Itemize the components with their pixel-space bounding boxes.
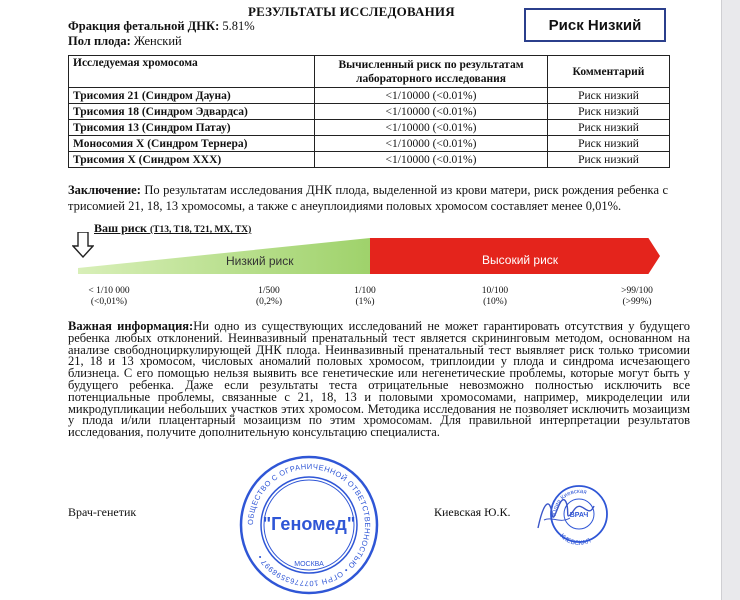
stamp-city-text: МОСКВА [294,561,324,568]
table-header-row [69,56,670,88]
risk-summary-box: Риск Низкий [524,8,666,42]
table-row [69,136,670,152]
low-risk-segment [78,238,370,274]
fetal-fraction-value: 5.81% [222,19,255,33]
table-row [69,120,670,136]
conclusion-paragraph [68,183,668,214]
risk-cell: <1/10000 (<0.01%) [315,120,548,136]
chromosome-cell: Моносомия Х (Синдром Тернера) [69,136,315,152]
risk-cell: <1/10000 (<0.01%) [315,152,548,168]
risk-cell: <1/10000 (<0.01%) [315,88,548,104]
scale-tick-value: 1/500 [258,286,280,296]
fetal-fraction-line [68,19,255,34]
fetal-fraction-label: Фракция фетальной ДНК: [68,19,220,33]
scale-tick [472,286,518,308]
fetal-sex-label: Пол плода: [68,34,131,48]
risk-cell: <1/10000 (<0.01%) [315,104,548,120]
low-risk-label: Низкий риск [226,254,294,268]
risk-scale-subtitle: (T13, T18, T21, MX, TX) [149,225,252,235]
risk-scale-bar [78,238,660,278]
scale-tick [342,286,388,308]
scale-tick-percent: (1%) [355,297,375,307]
table-row [69,88,670,104]
scale-tick-value: 10/100 [481,286,509,296]
seal-top-text: Юлия Киевская [551,488,588,517]
comment-cell: Риск низкий [548,120,670,136]
results-table [68,55,670,168]
header-chromosome: Исследуемая хромосома [69,56,315,88]
high-risk-label: Высокий риск [482,253,559,267]
risk-cell: <1/10000 (<0.01%) [315,136,548,152]
risk-scale-title [94,221,251,236]
doctor-role: Врач-генетик [68,505,137,519]
scale-tick-value: < 1/10 000 [88,286,130,296]
company-stamp [238,454,380,596]
comment-cell: Риск низкий [548,152,670,168]
table-row [69,104,670,120]
fetal-sex-value: Женский [133,34,182,48]
header-risk: Вычисленный риск по результатам лабораторного исследования [315,56,548,88]
important-info-paragraph [68,321,690,439]
signature [530,480,600,540]
scale-tick-value: 1/100 [354,286,376,296]
page-title: РЕЗУЛЬТАТЫ ИССЛЕДОВАНИЯ [248,4,455,19]
header-comment: Комментарий [548,56,670,88]
scale-tick-percent: (0,2%) [255,297,283,307]
chromosome-cell: Трисомия Х (Синдром ХХХ) [69,152,315,168]
page-edge [721,0,740,600]
scale-tick [614,286,660,308]
comment-cell: Риск низкий [548,104,670,120]
fetal-sex-line [68,34,182,49]
seal-bottom-text: КИЕВСКАЯ [558,532,592,546]
scale-tick [246,286,292,308]
chromosome-cell: Трисомия 18 (Синдром Эдвардса) [69,104,315,120]
important-info-text: Ни одно из существующих исследований не может гарантировать отсутствия у будущего ребенка любых отклонений. Неинвазивный пренатальный тест является скрининговым методом, основанном на анализе свободноциркулирующей ДНК плода. Неинвазивный пренатальный тест выявляет риск только трисомии 21, 18 и 13 хромосом, числовых аномалий половых хромосом, триплоидии у плода и синдрома исчезающего близнеца. С его помощью нельзя выявить все генетические или негенетические проблемы, которые могут быть у будущего ребенка. Даже если результаты теста отрицательные невозможно полностью исключить все потенциальные проблемы, связанные с 21, 18, 13 и половыми хромосомами, например, микроделеции или микродупликации небольших участков этих хромосом. Методика исследования не позволяет исключить мозаицизм у плода и/или плацентарный мозаицизм по этим хромосомам. Для правильной интерпретации результатов исследования, получите дополнительную консультацию специалиста. [68,319,690,440]
doctor-name: Киевская Ю.К. [434,505,511,519]
risk-scale-title-text: Ваш риск [94,221,147,235]
stamp-center-text: "Геномед" [262,514,356,534]
scale-tick-percent: (<0,01%) [90,297,128,307]
scale-tick-percent: (10%) [483,297,507,307]
conclusion-label: Заключение: [68,183,141,197]
conclusion-text: По результатам исследования ДНК плода, выделенной из крови матери, риск рождения ребенка с трисомией 21, 18, 13 хромосомы, а также с анеуплоидиями половых хромосом составляет менее 0,01%. [68,183,669,213]
chromosome-cell: Трисомия 13 (Синдром Патау) [69,120,315,136]
table-row [69,152,670,168]
scale-tick-percent: (>99%) [622,297,652,307]
seal-center-text: ВРАЧ [569,512,589,519]
scale-tick [86,286,132,308]
scale-tick-value: >99/100 [621,286,653,296]
comment-cell: Риск низкий [548,136,670,152]
down-arrow-icon [72,232,94,258]
comment-cell: Риск низкий [548,88,670,104]
chromosome-cell: Трисомия 21 (Синдром Дауна) [69,88,315,104]
important-info-label: Важная информация: [68,319,194,333]
stamp-ring-text: ОБЩЕСТВО С ОГРАНИЧЕННОЙ ОТВЕТСТВЕННОСТЬЮ • ОГРН 1077763598997 • [245,461,373,589]
